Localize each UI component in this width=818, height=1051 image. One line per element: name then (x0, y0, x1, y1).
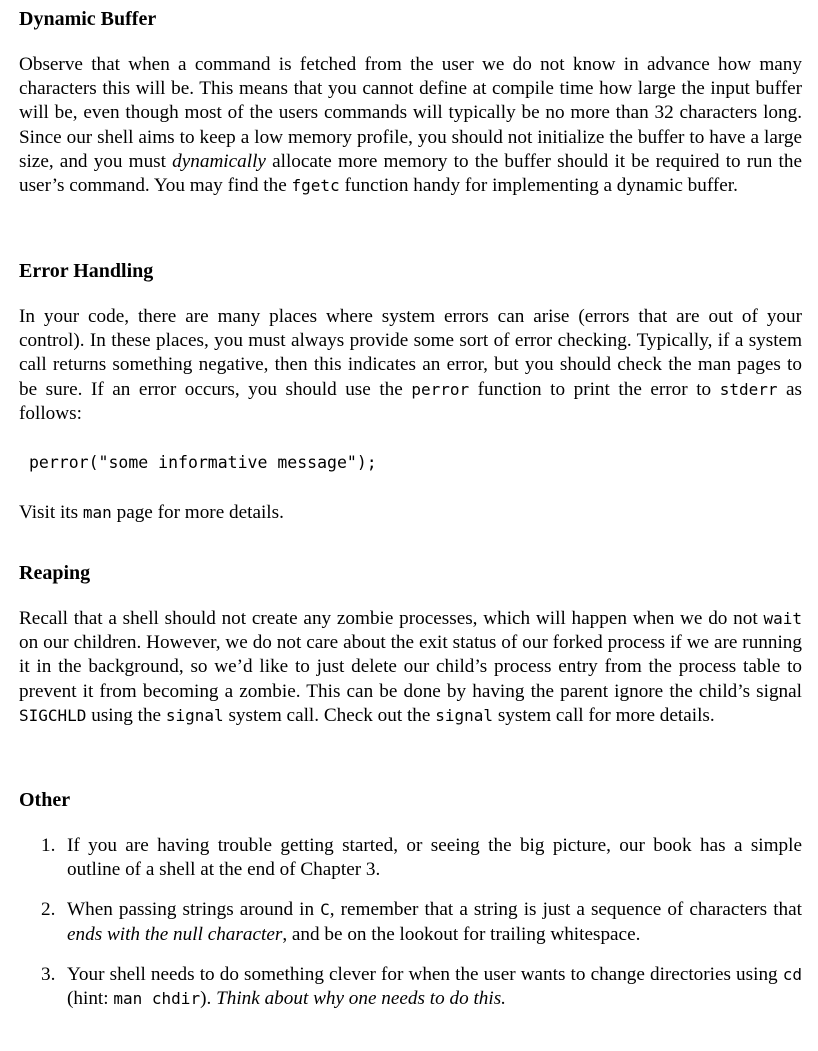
text: When passing strings around in (67, 899, 321, 921)
other-list (19, 834, 802, 1027)
emphasis: dynamically (172, 150, 266, 172)
code-signal: signal (435, 705, 494, 725)
code-man: man (82, 503, 112, 522)
code-man-chdir: man chdir (113, 989, 201, 1009)
text: Recall that a shell should not create any zombie processes, which will happen when we do not (19, 608, 764, 629)
list-item-text (67, 963, 802, 1011)
code-stderr: stderr (719, 379, 778, 399)
text: In your code, there are many places where system errors can arise (errors that are out of your control). In these places, you must always provide some sort of error checking. Typically, if a system call returns something negative, then this indicates an error, but you should check the man pages to be sure. If an error occurs, you should use the (19, 306, 802, 400)
text: (hint: (67, 988, 114, 1010)
paragraph-error-handling (19, 305, 802, 426)
text: Observe that when a command is fetched from the user we do not know in advance how many characters this will be. This means that you cannot define at compile time how large the input buffer will be, even though most of the users commands will typically be no more than 32 characters long. Since our shell aims to keep a low memory profile, you should not initialize the buffer to have a large size, and you must (19, 54, 802, 172)
list-item (19, 963, 802, 1011)
code-c: C (320, 900, 330, 920)
section-title-error-handling: Error Handling (19, 260, 154, 282)
section-title-dynamic-buffer: Dynamic Buffer (19, 8, 157, 30)
paragraph-reaping (19, 607, 802, 728)
list-item-text (67, 898, 802, 946)
text: page for more details. (111, 502, 284, 523)
text: , remember that a string is just a sequence of characters that (329, 899, 802, 921)
text: ). (200, 988, 217, 1010)
code-cd: cd (782, 964, 802, 984)
list-item (19, 898, 802, 946)
text: function handy for implementing a dynamic buffer. (339, 175, 738, 197)
text: function to print the error to (469, 378, 720, 400)
text: system call for more details. (493, 704, 715, 726)
section-title-reaping: Reaping (19, 562, 91, 584)
paragraph-dynamic-buffer (19, 53, 802, 198)
text: Visit its (19, 502, 83, 523)
paragraph-visit-man (19, 501, 802, 525)
list-item-number: 3. (41, 963, 56, 985)
text: system call. Check out the (223, 704, 436, 726)
text: , and be on the lookout for trailing whitespace. (282, 923, 641, 945)
list-item-text (67, 834, 802, 882)
emphasis: ends with the null character (67, 923, 283, 945)
text: as follows: (19, 378, 803, 424)
list-item-number: 2. (41, 899, 56, 921)
code-sigchld: SIGCHLD (19, 705, 87, 725)
text: If you are having trouble getting started, or seeing the big picture, our book has a simple outline of a shell at the end of Chapter 3. (67, 835, 802, 881)
code-perror: perror (411, 379, 470, 399)
list-item-number: 1. (41, 835, 56, 856)
text: Your shell needs to do something clever for when the user wants to change directories using (67, 963, 783, 985)
text: using the (86, 704, 166, 726)
emphasis: Think about why one needs to do this. (216, 988, 506, 1010)
code-wait: wait (763, 609, 802, 628)
section-title-other: Other (19, 789, 71, 811)
text: allocate more memory to the buffer should it be required to run the user’s command. You may find the (19, 150, 802, 197)
text: on our children. However, we do not care about the exit status of our forked process if we are running it in the background, so we’d like to just delete our child’s process entry from the process table to prevent it from becoming a zombie. This can be done by having the parent ignore the child’s signal (19, 632, 802, 702)
code-signal: signal (165, 705, 224, 725)
code-fgetc: fgetc (291, 176, 340, 196)
code-example-perror: perror("some informative message"); (29, 453, 377, 472)
list-item (19, 834, 802, 882)
